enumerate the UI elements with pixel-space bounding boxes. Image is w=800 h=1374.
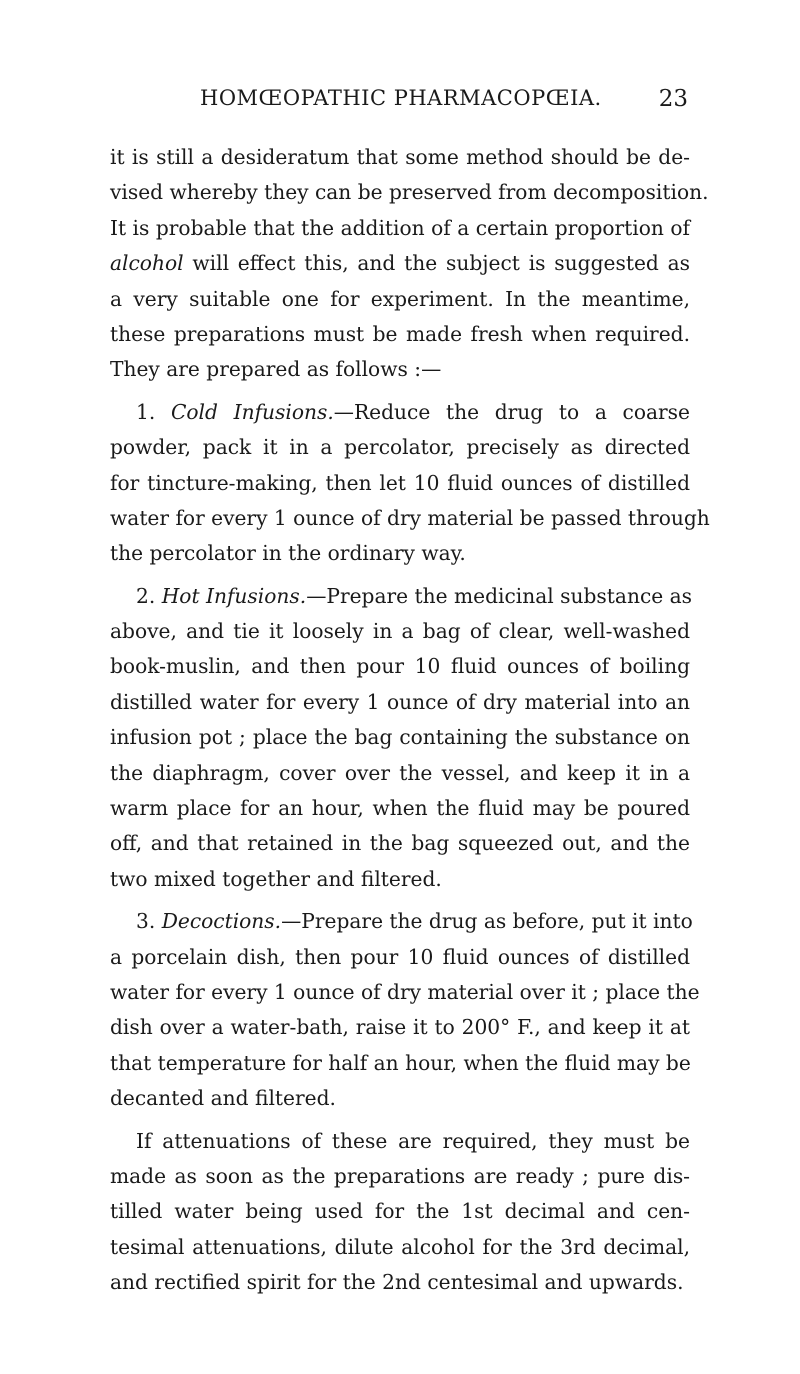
text-line: tesimal attenuations, dilute alcohol for the 3rd decimal, — [110, 1234, 690, 1259]
page-number: 23 — [658, 86, 688, 112]
running-head — [200, 86, 688, 116]
paragraph-intro — [110, 140, 709, 388]
text-span: —Prepare the drug as before, put it into — [281, 909, 693, 934]
text-line: vised whereby they can be preserved from decomposition. — [110, 180, 709, 205]
text-line — [110, 579, 693, 614]
text-span: —Reduce the drug to a coarse — [333, 399, 690, 424]
text-line: two mixed together and filtered. — [110, 866, 442, 891]
text-line: It is probable that the addition of a certain proportion of — [110, 215, 690, 240]
text-line: They are prepared as follows :— — [110, 357, 442, 382]
text-line: water for every 1 ounce of dry material be passed through — [110, 505, 710, 530]
text-line: these preparations must be made fresh when required. — [110, 321, 690, 346]
section-heading: Hot Infusions. — [161, 583, 307, 608]
item-number: 2. — [136, 583, 162, 608]
text-line: a very suitable one for experiment. In the meantime, — [110, 286, 690, 311]
text-line: distilled water for every 1 ounce of dry material into an — [110, 689, 690, 714]
text-line: powder, pack it in a percolator, precisely as directed — [110, 435, 690, 460]
paragraph-gap — [110, 897, 690, 904]
text-span: —Prepare the medicinal substance as — [306, 583, 693, 608]
italic-term-alcohol: alcohol — [110, 251, 184, 276]
text-line: made as soon as the preparations are ready ; pure dis- — [110, 1163, 690, 1188]
paragraph-hot-infusions — [110, 579, 693, 898]
text-line: tilled water being used for the 1st decimal and cen- — [110, 1199, 690, 1224]
text-line: book-muslin, and then pour 10 fluid ounces of boiling — [110, 654, 690, 679]
text-line: water for every 1 ounce of dry material over it ; place the — [110, 979, 700, 1004]
text-line — [110, 246, 690, 281]
body-text — [110, 140, 710, 1301]
text-line: infusion pot ; place the bag containing the substance on — [110, 725, 690, 750]
paragraph-gap — [110, 572, 690, 579]
text-line: for tincture-making, then let 10 fluid ounces of distilled — [110, 470, 690, 495]
item-number: 1. — [136, 399, 171, 424]
item-number: 3. — [136, 909, 162, 934]
section-heading: Decoctions. — [161, 909, 282, 934]
text-line: above, and tie it loosely in a bag of clear, well-washed — [110, 619, 690, 644]
text-line: the percolator in the ordinary way. — [110, 541, 466, 566]
paragraph-gap — [110, 388, 690, 395]
text-line — [110, 395, 690, 430]
text-line: it is still a desideratum that some method should be de- — [110, 145, 690, 169]
paragraph-gap — [110, 1117, 690, 1124]
text-line: that temperature for half an hour, when the fluid may be — [110, 1050, 691, 1075]
text-line: and rectified spirit for the 2nd centesimal and upwards. — [110, 1270, 684, 1295]
text-line: off, and that retained in the bag squeezed out, and the — [110, 831, 690, 856]
text-line: a porcelain dish, then pour 10 fluid ounces of distilled — [110, 944, 690, 969]
text-line: If attenuations of these are required, they must be — [136, 1128, 690, 1153]
paragraph-decoctions — [110, 904, 700, 1116]
text-line: dish over a water-bath, raise it to 200° F., and keep it at — [110, 1015, 690, 1040]
text-line — [110, 904, 693, 939]
paragraph-cold-infusions — [110, 395, 710, 572]
text-line: the diaphragm, cover over the vessel, and keep it in a — [110, 760, 690, 785]
running-title: HOMŒOPATHIC PHARMACOPŒIA. — [200, 86, 602, 110]
section-heading: Cold Infusions. — [170, 399, 334, 424]
text-span: will effect this, and the subject is suggested as — [183, 251, 690, 276]
paragraph-attenuations — [110, 1124, 690, 1301]
text-line: warm place for an hour, when the fluid may be poured — [110, 796, 690, 821]
text-line: decanted and filtered. — [110, 1086, 336, 1111]
